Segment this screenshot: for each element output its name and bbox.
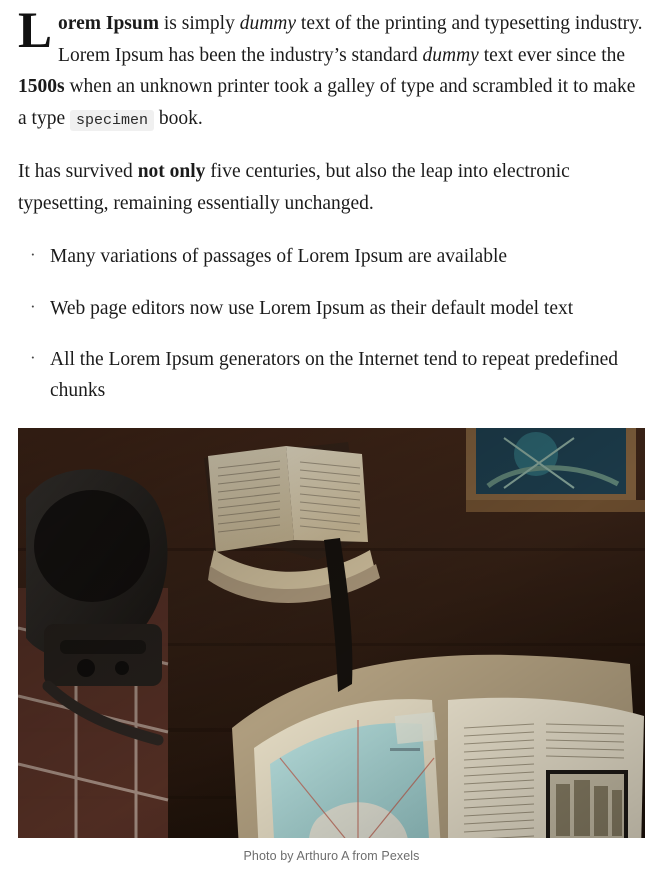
list-item (24, 293, 645, 324)
list-item-label: Many variations of passages of Lorem Ipsum are available (50, 246, 508, 268)
bold-1500s: 1500s (18, 76, 65, 98)
paragraph-survived-bold: not only (137, 161, 206, 183)
drop-cap: L (18, 3, 53, 59)
bullet-list (18, 241, 645, 406)
list-item-label: All the Lorem Ipsum generators on the Internet tend to repeat predefined chunks (50, 348, 618, 402)
inline-code-specimen: specimen (70, 110, 154, 131)
paragraph-survived-part2: five centuries, but also the leap into electronic typesetting, remaining essentially unchanged. (18, 161, 570, 214)
paragraph-survived-part1: It has survived (18, 161, 138, 183)
figure-caption: Photo by Arthuro A from Pexels (243, 849, 420, 864)
list-item-label: Web page editors now use Lorem Ipsum as their default model text (50, 297, 574, 319)
bullet-icon: · (30, 245, 36, 265)
emphasis-dummy-2: dummy (422, 44, 479, 66)
article-body (0, 0, 663, 406)
bullet-icon: · (30, 347, 36, 367)
bullet-icon: · (30, 296, 36, 316)
list-item (24, 241, 645, 272)
open-books-photo (18, 428, 645, 838)
paragraph-survived (18, 134, 645, 219)
lead-bold-text: orem Ipsum (58, 13, 159, 34)
list-item (24, 344, 645, 406)
figure-block (0, 428, 663, 863)
paragraph-intro: Lorem Ipsum is simply dummy text of the printing and typesetting industry. Lorem Ipsum has been the industry’s standard dummy text ever since the 1500s when an unknown printer took a galley of type and scrambled it to make a type specimen book. (18, 3, 643, 129)
emphasis-dummy-1: dummy (239, 13, 297, 34)
